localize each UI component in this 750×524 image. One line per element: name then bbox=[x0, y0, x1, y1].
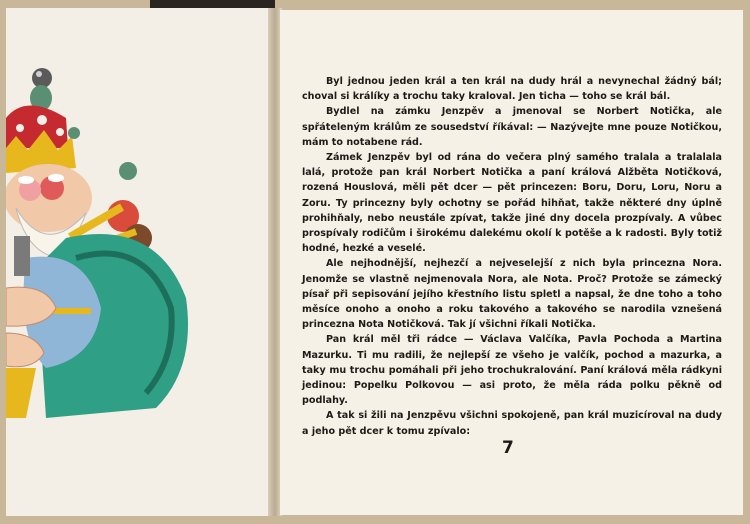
king-illustration bbox=[6, 8, 274, 516]
paragraph-3: Zámek Jenzpěv byl od rána do večera plný samého tralala a tralalala lalá, protože pan král Norbert Notička a paní králová Alžběta Notičková, rozená Houslová, měli pět dcer — pět princezen: Boru, Doru, Loru, Noru a Zoru. Ty princezny byly ochotny se pořád hihňat, takže některé dny úplně prohihňaly, nebo neustále zpívat, takže jiné dny docela prozpívaly. A vůbec prospívaly rodičům i širokému dalekému okolí k potěše a k radosti. Byly totiž hodné, hezké a veselé. bbox=[302, 152, 722, 255]
left-page bbox=[6, 8, 274, 516]
paragraph-6: A tak si žili na Jenzpěvu všichni spokojeně, pan král muzicíroval na dudy a jeho pět dcer k tomu zpívalo: bbox=[302, 410, 722, 437]
paragraph-1: Byl jednou jeden král a ten král na dudy hrál a nevynechal žádný bál; choval si králíky a trochu taky kraloval. Jen ticha — toho se král bál. bbox=[302, 76, 722, 103]
paragraph-2: Bydlel na zámku Jenzpěv a jmenoval se Norbert Notička, ale spřáteleným králům ze sousedství říkával: — Nazývejte mne pouze Notičkou, mám to notabene rád. bbox=[302, 106, 722, 148]
story-text bbox=[302, 74, 722, 439]
page-number: 7 bbox=[502, 438, 514, 458]
paragraph-4: Ale nejhodnější, nejhezčí a nejveselejší z nich byla princezna Nora. Jenomže se vlastně nejmenovala Nora, ale Nota. Proč? Protože se zámecký písař při sepisování jejího křestního listu spletl a napsal, že dne toho a toho měsíce onoho a onoho a roku takového a takového se narodila vznešená princezna Nota Notičková. Tak jí všichni říkali Notička. bbox=[302, 258, 722, 331]
crown-top-orb bbox=[32, 68, 52, 88]
paragraph-5: Pan král měl tři rádce — Václava Valčíka, Pavla Pochoda a Martina Mazurku. Ti mu radili, že nejlepší ze všeho je valčík, pochod a mazurka, a taky mu trochu pomáhali při jeho trochukralování. Paní králová měla rádkyni jedinou: Popelku Polkovou — asi proto, že měla ráda polku pěkně od podlahy. bbox=[302, 334, 722, 407]
right-page bbox=[280, 10, 743, 515]
